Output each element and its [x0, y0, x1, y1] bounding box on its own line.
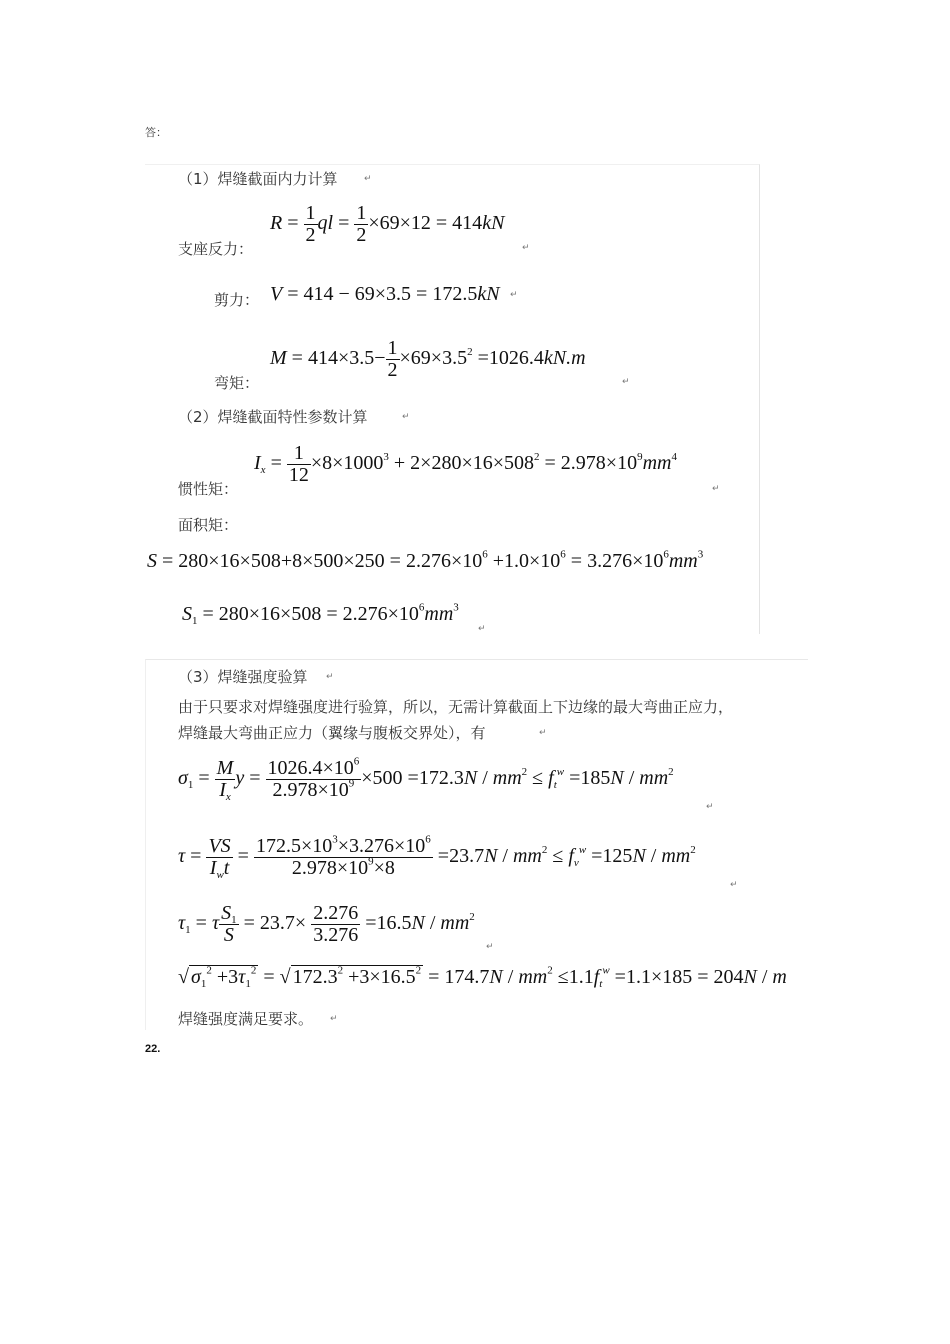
- part3-heading: （3）焊缝强度验算: [178, 668, 308, 686]
- return-mark: ↵: [326, 672, 334, 682]
- reaction-label: 支座反力：: [178, 240, 254, 258]
- return-mark: ↵: [486, 942, 494, 952]
- return-mark: ↵: [712, 484, 720, 494]
- part1-heading: （1）焊缝截面内力计算: [178, 170, 338, 188]
- part2-heading: （2）焊缝截面特性参数计算: [178, 408, 368, 426]
- area-moment-label: 面积矩：: [178, 516, 239, 534]
- return-mark: ↵: [539, 728, 547, 738]
- inertia-label: 惯性矩：: [178, 480, 239, 498]
- moment-label: 弯矩：: [214, 374, 260, 392]
- flange-shear-stress-formula: $\tau_1 = \tau$ $\frac{S_1}{S}$ = 23.7× $\frac{2.276}{3.276}$ $=16.5N / mm^2$: [178, 902, 475, 946]
- shear-label: 剪力：: [214, 291, 260, 309]
- area-moment-formula: $S = 280\times 16\times 508+8\times 500\times 250 = 2.276\times 10^6 +1.0\times 10^6 = 3.276\times 10^6mm^3$: [147, 548, 704, 572]
- return-mark: ↵: [478, 624, 486, 634]
- question-number: 22.: [145, 1043, 161, 1055]
- flange-area-moment-formula: $S_1 = 280\times 16\times 508 = 2.276\times 10^6mm^3$: [182, 601, 459, 627]
- return-mark: ↵: [510, 290, 518, 300]
- bending-stress-formula: $\sigma_1$ = $\frac{M}{I_x}$ y = $\frac{1026.4\times 10^6}{2.978\times 10^9}$ $\times 500 =172.3N / mm^2 \le f_t^w =185N / mm^2$: [178, 755, 674, 803]
- part3-text-line1: 由于只要求对焊缝强度进行验算，所以，无需计算截面上下边缘的最大弯曲正应力，: [178, 698, 734, 716]
- shear-formula: V = 414 − 69×3.5 = 172.5kN: [270, 283, 500, 305]
- shear-stress-formula: τ = $\frac{VS}{I_wt}$ = $\frac{172.5\times 10^3\times 3.276\times 10^6}{2.978\times 10^9\times 8}$ $=23.7N / mm^2 \le f_v^w =125N / mm^2$: [178, 833, 696, 881]
- return-mark: ↵: [622, 377, 630, 387]
- return-mark: ↵: [730, 880, 738, 890]
- part3-text-line2: 焊缝最大弯曲正应力（翼缘与腹板交界处），有: [178, 724, 486, 742]
- combined-stress-formula: √ $\sigma_1^2 +3\tau_1^2$ = √ $172.3^2 +3\times 16.5^2 = 174.7N / mm^2 \le 1.1f_t^w =1.1\times 185 = 204N / m$: [178, 965, 787, 989]
- moment-formula: M = 414×3.5− $\frac{1}{2}$ $\times 69\times 3.5^2 =1026.4kN.m$: [270, 337, 586, 381]
- return-mark: ↵: [330, 1014, 338, 1024]
- answer-label: 答：: [145, 126, 167, 139]
- reaction-formula: R = $\frac{1}{2}$ ql = $\frac{1}{2}$ ×69×12 = 414kN: [270, 202, 505, 246]
- inertia-formula: $I_x$ = $\frac{1}{12}$ $\times 8\times 1000^3 + 2\times 280\times 16\times 508^2 = 2.978\times 10^9mm^4$: [254, 442, 677, 486]
- return-mark: ↵: [364, 174, 372, 184]
- return-mark: ↵: [402, 412, 410, 422]
- conclusion-text: 焊缝强度满足要求。: [178, 1010, 314, 1028]
- return-mark: ↵: [522, 243, 530, 253]
- return-mark: ↵: [706, 802, 714, 812]
